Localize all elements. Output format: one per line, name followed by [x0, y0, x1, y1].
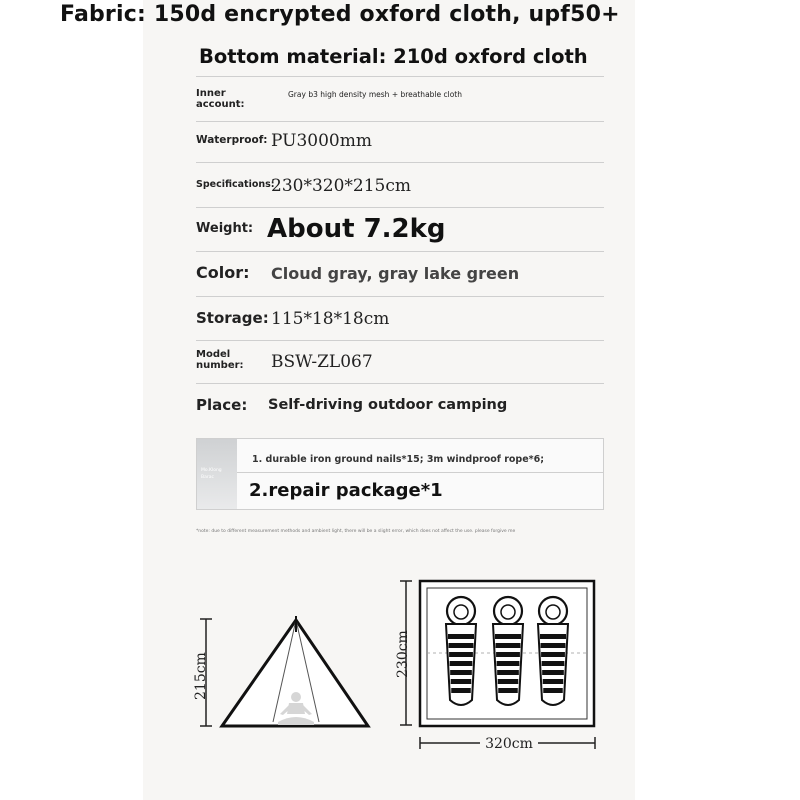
package-thumbnail-caption: Mo.Klong Barac [201, 468, 222, 480]
sleeping-bags [446, 597, 568, 705]
sleeping-bag-icon [493, 597, 523, 705]
package-line-2: 2.repair package*1 [249, 480, 443, 501]
spec-label-storage: Storage: [196, 309, 269, 327]
spec-label-place: Place: [196, 396, 248, 414]
spec-value-storage: 115*18*18cm [271, 309, 390, 329]
sleeping-bag-icon [446, 597, 476, 705]
spec-value-color: Cloud gray, gray lake green [271, 264, 520, 283]
tent-side-view [222, 616, 368, 726]
spec-label-inner-account: Inner account: [196, 88, 245, 110]
spec-label-weight: Weight: [196, 221, 254, 236]
spec-value-weight: About 7.2kg [267, 214, 446, 244]
spec-value-model-number: BSW-ZL067 [271, 352, 373, 372]
spec-label-specifications: Specifications: [196, 179, 275, 190]
spec-value-waterproof: PU3000mm [271, 131, 372, 151]
fabric-headline: Fabric: 150d encrypted oxford cloth, upf50+ [60, 2, 620, 27]
bottom-material-heading: Bottom material: 210d oxford cloth [199, 45, 588, 68]
spec-value-specifications: 230*320*215cm [271, 176, 411, 196]
spec-label-model-number: Model number: [196, 349, 244, 371]
sleeping-bag-icon [538, 597, 568, 705]
spec-value-inner-account: Gray b3 high density mesh + breathable cloth [288, 90, 462, 99]
package-line-1: 1. durable iron ground nails*15; 3m windproof rope*6; [252, 454, 545, 465]
side-height-label: 215cm [193, 652, 209, 700]
top-width-label: 320cm [485, 736, 533, 752]
spec-value-place: Self-driving outdoor camping [268, 397, 508, 413]
measurement-note: *note: due to different measurement methods and ambient light, there will be a slight error, which does not affect the use. please forgive me [196, 529, 516, 534]
top-depth-label: 230cm [395, 630, 411, 678]
spec-label-waterproof: Waterproof: [196, 134, 268, 146]
spec-label-color: Color: [196, 263, 250, 282]
